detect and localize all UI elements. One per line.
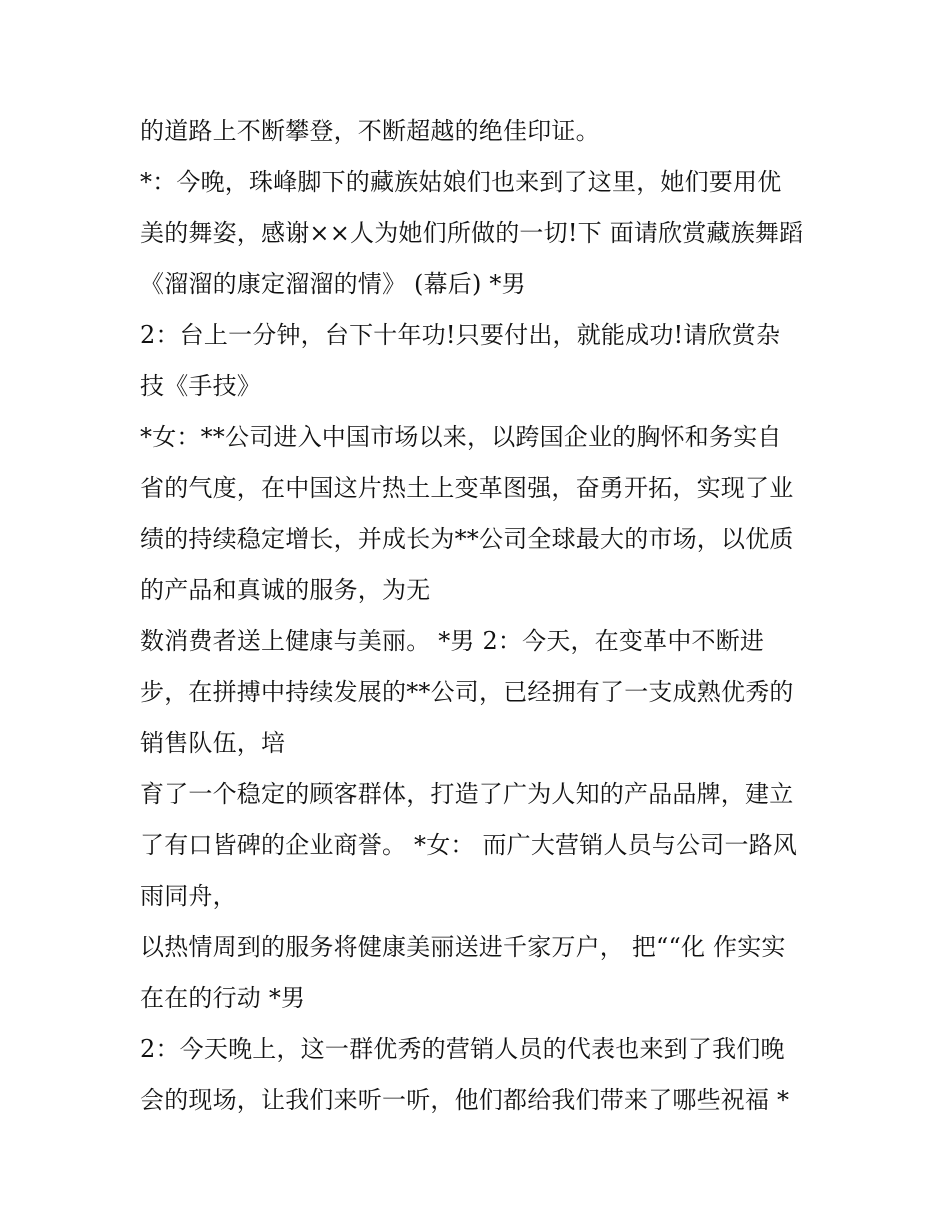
- text-line: *：今晚，珠峰脚下的藏族姑娘们也来到了这里，她们要用优: [140, 168, 782, 196]
- text-line: 的产品和真诚的服务，为无: [140, 576, 431, 604]
- text-line: 在在的行动 *男: [140, 984, 306, 1012]
- text-line: 以热情周到的服务将健康美丽送进千家万户， 把““化 作实实: [140, 933, 786, 961]
- text-line: 2：台上一分钟，台下十年功!只要付出，就能成功!请欣赏杂: [140, 321, 781, 349]
- text-line: 数消费者送上健康与美丽。 *男 2：今天，在变革中不断进: [140, 627, 765, 655]
- text-line: 了有口皆碑的企业商誉。 *女： 而广大营销人员与公司一路风: [140, 831, 798, 859]
- text-line: 《溜溜的康定溜溜的情》 (幕后) *男: [140, 270, 526, 298]
- text-line: *女：**公司进入中国市场以来，以跨国企业的胸怀和务实自: [140, 423, 782, 451]
- text-line: 销售队伍，培: [140, 729, 286, 757]
- text-line: 美的舞姿，感谢××人为她们所做的一切!下 面请欣赏藏族舞蹈: [140, 219, 804, 247]
- text-line: 会的现场，让我们来听一听，他们都给我们带来了哪些祝福 *: [140, 1086, 790, 1114]
- text-line: 步，在拼搏中持续发展的**公司，已经拥有了一支成熟优秀的: [140, 678, 794, 706]
- document-body: [140, 106, 830, 1126]
- text-line: 省的气度，在中国这片热土上变革图强，奋勇开拓，实现了业: [140, 474, 794, 502]
- text-line: 绩的持续稳定增长，并成长为**公司全球最大的市场，以优质: [140, 525, 794, 553]
- text-line: 2：今天晚上，这一群优秀的营销人员的代表也来到了我们晚: [140, 1035, 785, 1063]
- text-line: 的道路上不断攀登，不断超越的绝佳印证。: [140, 117, 600, 145]
- text-line: 雨同舟，: [140, 882, 237, 910]
- text-line: 技《手技》: [140, 372, 261, 400]
- text-line: 育了一个稳定的顾客群体，打造了广为人知的产品品牌，建立: [140, 780, 794, 808]
